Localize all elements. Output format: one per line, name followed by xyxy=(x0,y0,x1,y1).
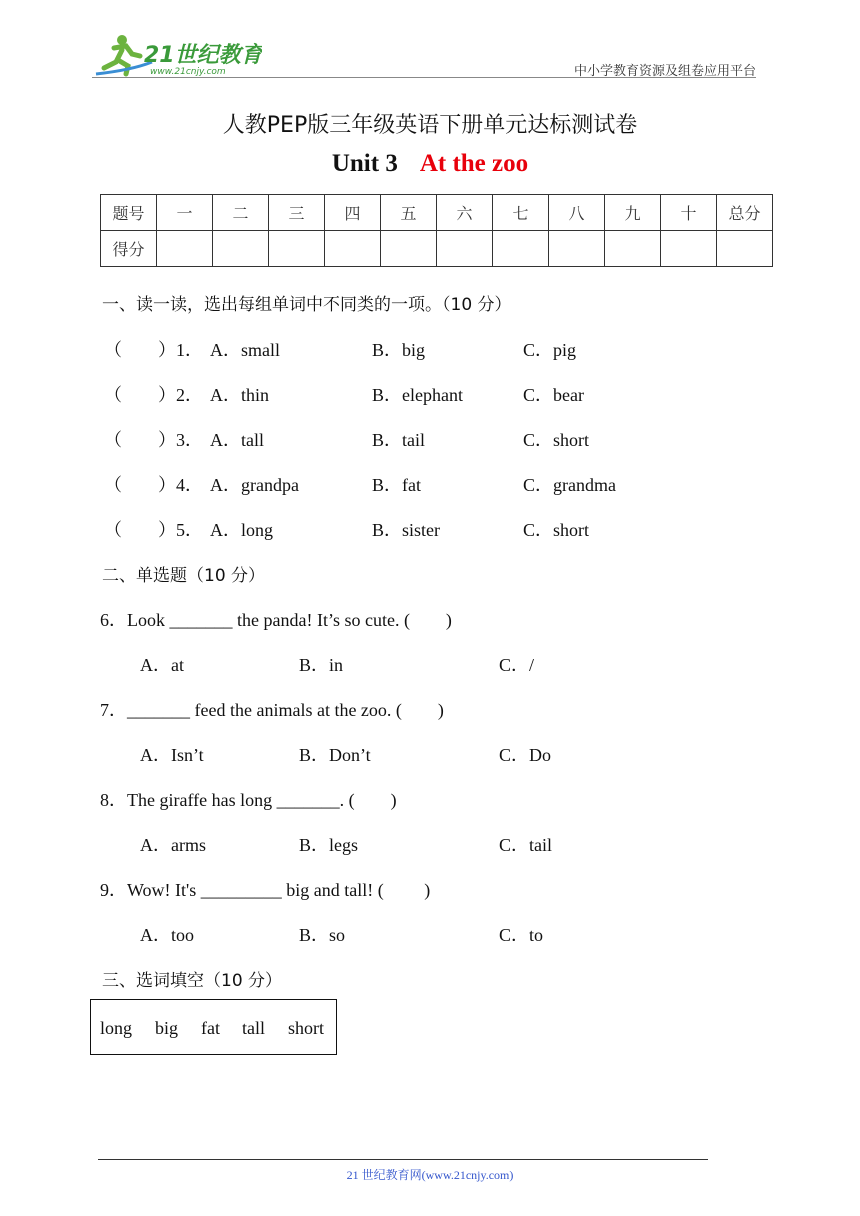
option-b: B．sister xyxy=(372,520,441,540)
score-cell: 七 xyxy=(493,195,549,231)
word-bank-word: fat xyxy=(201,1018,220,1038)
score-input-cell[interactable] xyxy=(213,231,269,267)
section1-item xyxy=(0,471,860,495)
option-c: C．short xyxy=(523,430,590,450)
option-c: C．bear xyxy=(523,385,584,405)
section1-item xyxy=(0,516,860,540)
site-logo xyxy=(92,32,262,82)
option-a: A．grandpa xyxy=(210,475,299,495)
item-number: （ ）3． xyxy=(104,430,203,450)
section2-heading: 二、单选题（10 分） xyxy=(102,566,266,586)
score-cell: 二 xyxy=(213,195,269,231)
option-c: C．/ xyxy=(499,655,535,675)
option-b: B．legs xyxy=(299,835,359,855)
item-number: （ ）1． xyxy=(104,340,203,360)
score-input-cell[interactable] xyxy=(549,231,605,267)
option-c: C．tail xyxy=(499,835,552,855)
word-bank-word: short xyxy=(288,1018,324,1038)
option-a: A．too xyxy=(140,925,194,945)
score-input-cell[interactable] xyxy=(661,231,717,267)
option-a: A．tall xyxy=(210,430,264,450)
option-b: B．Don’t xyxy=(299,745,371,765)
question-options xyxy=(0,651,860,675)
score-table-score-row xyxy=(101,231,773,267)
option-b: B．big xyxy=(372,340,426,360)
score-table-header-row xyxy=(101,195,773,231)
option-a: A．arms xyxy=(140,835,206,855)
option-b: B．so xyxy=(299,925,346,945)
option-c: C．Do xyxy=(499,745,552,765)
question-options xyxy=(0,921,860,945)
score-cell: 九 xyxy=(605,195,661,231)
unit-title xyxy=(0,150,860,178)
question-text: 8．The giraffe has long _______. ( ) xyxy=(100,790,397,810)
score-cell: 三 xyxy=(269,195,325,231)
section1-item xyxy=(0,336,860,360)
score-cell: 十 xyxy=(661,195,717,231)
section1-item xyxy=(0,426,860,450)
question-text: 7．_______ feed the animals at the zoo. ( ) xyxy=(100,700,444,720)
option-a: A．Isn’t xyxy=(140,745,204,765)
score-cell: 一 xyxy=(157,195,213,231)
item-number: （ ）2． xyxy=(104,385,203,405)
section1-heading: 一、读一读，选出每组单词中不同类的一项。（10 分） xyxy=(102,295,512,315)
score-cell: 六 xyxy=(437,195,493,231)
footer-divider xyxy=(98,1159,708,1160)
option-a: A．small xyxy=(210,340,280,360)
question-text: 9．Wow! It's _________ big and tall! ( ) xyxy=(100,880,431,900)
logo-url: www.21cnjy.com xyxy=(150,67,226,77)
unit-number: Unit 3 xyxy=(331,150,398,177)
score-input-cell[interactable] xyxy=(325,231,381,267)
score-cell: 八 xyxy=(549,195,605,231)
question-options xyxy=(0,741,860,765)
footer-link[interactable]: 21 世纪教育网(www.21cnjy.com) xyxy=(346,1168,514,1182)
score-input-cell[interactable] xyxy=(269,231,325,267)
option-c: C．pig xyxy=(523,340,577,360)
option-a: A．at xyxy=(140,655,184,675)
item-number: （ ）5． xyxy=(104,520,203,540)
question-text: 6．Look _______ the panda! It’s so cute. ( ) xyxy=(100,610,452,630)
score-cell-label: 题号 xyxy=(101,195,157,231)
score-input-cell[interactable] xyxy=(437,231,493,267)
word-bank-word: tall xyxy=(242,1018,265,1038)
option-a: A．long xyxy=(210,520,273,540)
option-c: C．short xyxy=(523,520,590,540)
score-input-cell[interactable] xyxy=(381,231,437,267)
score-cell-total: 总分 xyxy=(717,195,773,231)
score-input-cell[interactable] xyxy=(157,231,213,267)
word-bank-word: long xyxy=(100,1018,133,1038)
option-a: A．thin xyxy=(210,385,270,405)
header-divider xyxy=(92,77,756,78)
score-row-label: 得分 xyxy=(101,231,157,267)
score-input-cell[interactable] xyxy=(717,231,773,267)
option-b: B．tail xyxy=(372,430,425,450)
score-cell: 四 xyxy=(325,195,381,231)
word-bank-word: big xyxy=(155,1018,179,1038)
word-bank xyxy=(90,999,337,1055)
score-input-cell[interactable] xyxy=(493,231,549,267)
score-cell: 五 xyxy=(381,195,437,231)
score-table xyxy=(100,194,773,267)
section3-heading: 三、选词填空（10 分） xyxy=(102,971,283,991)
item-number: （ ）4． xyxy=(104,475,203,495)
option-b: B．in xyxy=(299,655,344,675)
option-c: C．to xyxy=(499,925,544,945)
section1-item xyxy=(0,381,860,405)
logo-text: 21世纪教育 xyxy=(144,43,262,68)
page-title: 人教PEP版三年级英语下册单元达标测试卷 xyxy=(222,113,638,138)
question-options xyxy=(0,831,860,855)
score-input-cell[interactable] xyxy=(605,231,661,267)
header-platform-text: 中小学教育资源及组卷应用平台 xyxy=(573,64,756,79)
option-b: B．fat xyxy=(372,475,421,495)
unit-name: At the zoo xyxy=(419,150,529,177)
option-b: B．elephant xyxy=(372,385,463,405)
option-c: C．grandma xyxy=(523,475,616,495)
